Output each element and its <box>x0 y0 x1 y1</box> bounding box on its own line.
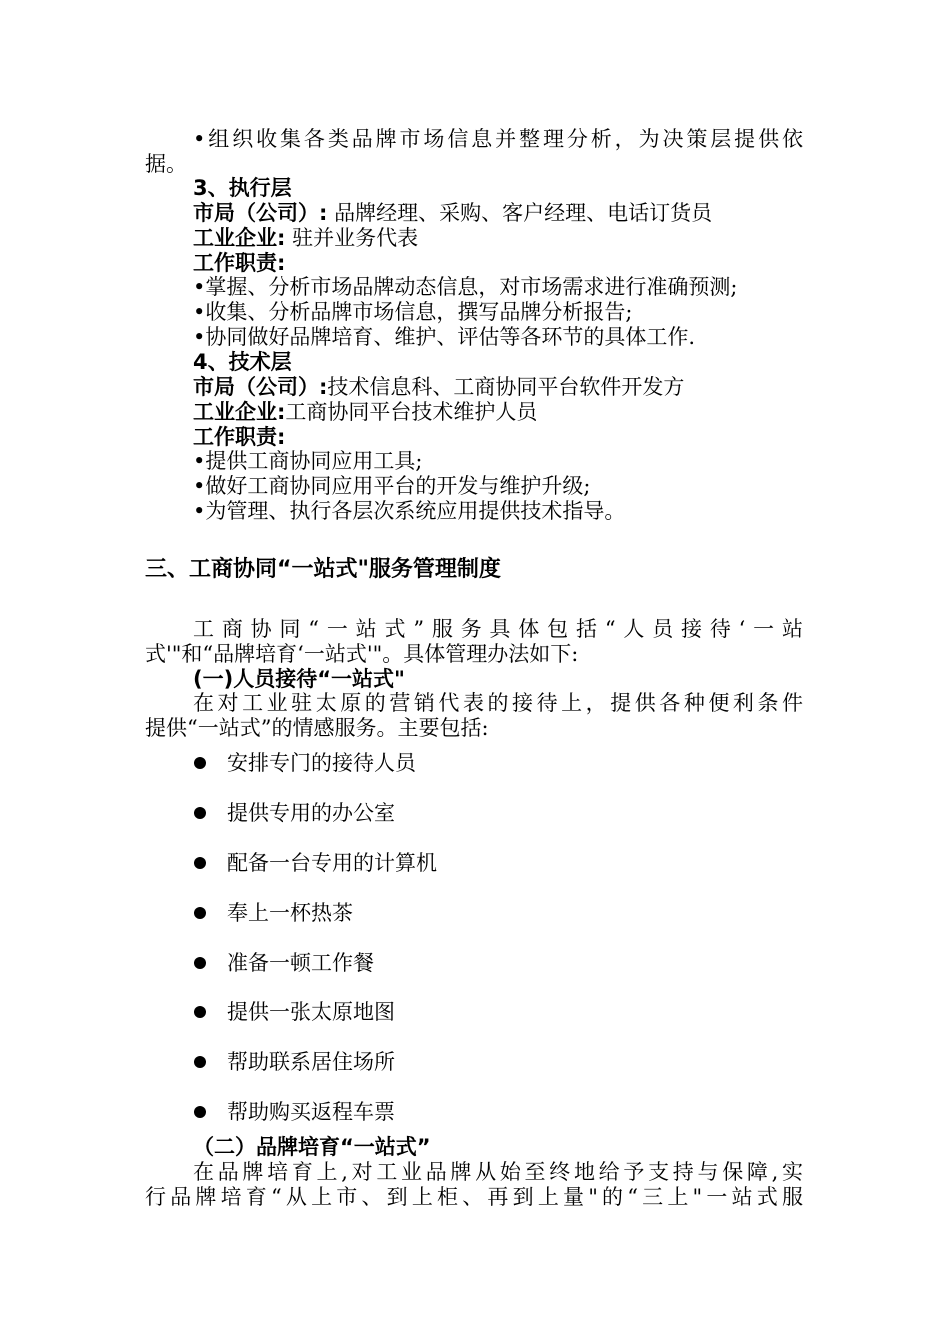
list-item: 提供专用的办公室 <box>227 801 395 825</box>
bullet-dot <box>194 1006 206 1018</box>
role-line-industry <box>193 226 418 251</box>
duty-item: •协同做好品牌培育、维护、评估等各环节的具体工作. <box>193 325 696 349</box>
role-value: 技术信息科、工商协同平台软件开发方 <box>327 375 685 399</box>
duty-heading: 工作职责: <box>193 425 286 449</box>
bullet-dot <box>194 1106 206 1118</box>
bullet-dot <box>194 857 206 869</box>
role-label: 市局（公司）: <box>193 375 328 399</box>
duty-item: •为管理、执行各层次系统应用提供技术指导。 <box>193 499 626 523</box>
role-label: 工业企业: <box>193 400 286 424</box>
duty-heading: 工作职责: <box>193 251 286 275</box>
paragraph-line: •组织收集各类品牌市场信息并整理分析，为决策层提供依 <box>193 127 803 151</box>
duty-item: •掌握、分析市场品牌动态信息，对市场需求进行准确预测; <box>193 275 738 299</box>
list-item: 提供一张太原地图 <box>227 1000 395 1024</box>
list-item: 安排专门的接待人员 <box>227 751 416 775</box>
list-item: 奉上一杯热茶 <box>227 901 353 925</box>
duty-item: •收集、分析品牌市场信息，撰写品牌分析报告; <box>193 300 633 324</box>
section-title: 三、工商协同“一站式"服务管理制度 <box>145 557 501 582</box>
role-line-city <box>193 201 712 226</box>
paragraph-line: 行品牌培育“从上市、到上柜、再到上量"的“三上"一站式服 <box>145 1185 803 1209</box>
duty-item: •提供工商协同应用工具; <box>193 449 423 473</box>
bullet-dot <box>194 907 206 919</box>
bullet-dot <box>194 807 206 819</box>
subsection-title: (一)人员接待“一站式" <box>193 667 405 691</box>
list-item: 帮助联系居住场所 <box>227 1050 395 1074</box>
bullet-dot <box>194 957 206 969</box>
paragraph-line: 在对工业驻太原的营销代表的接待上，提供各种便利条件 <box>193 691 803 715</box>
role-label: 市局（公司）: <box>193 201 328 225</box>
section-heading: 3、执行层 <box>193 176 292 200</box>
paragraph-line: 在品牌培育上,对工业品牌从始至终地给予支持与保障,实 <box>193 1160 803 1184</box>
role-label: 工业企业: <box>193 226 286 250</box>
paragraph-line: 式'"和“品牌培育‘一站式'"。具体管理办法如下: <box>145 642 579 666</box>
role-line-industry <box>193 400 537 425</box>
paragraph-line: 提供“一站式”的情感服务。主要包括: <box>145 716 489 740</box>
subsection-title: （二）品牌培育“一站式” <box>193 1135 431 1159</box>
duty-item: •做好工商协同应用平台的开发与维护升级; <box>193 474 591 498</box>
role-value: 品牌经理、采购、客户经理、电话订货员 <box>327 201 713 225</box>
paragraph-line: 工商协同“一站式”服务具体包括“人员接待‘一站 <box>193 617 803 641</box>
role-value: 驻并业务代表 <box>285 226 419 250</box>
bullet-dot <box>194 1056 206 1068</box>
list-item: 准备一顿工作餐 <box>227 951 374 975</box>
paragraph-line: 据。 <box>145 152 187 176</box>
list-item: 帮助购买返程车票 <box>227 1100 395 1124</box>
role-value: 工商协同平台技术维护人员 <box>285 400 538 424</box>
bullet-dot <box>194 757 206 769</box>
role-line-city <box>193 375 684 400</box>
list-item: 配备一台专用的计算机 <box>227 851 437 875</box>
section-heading: 4、技术层 <box>193 350 292 374</box>
